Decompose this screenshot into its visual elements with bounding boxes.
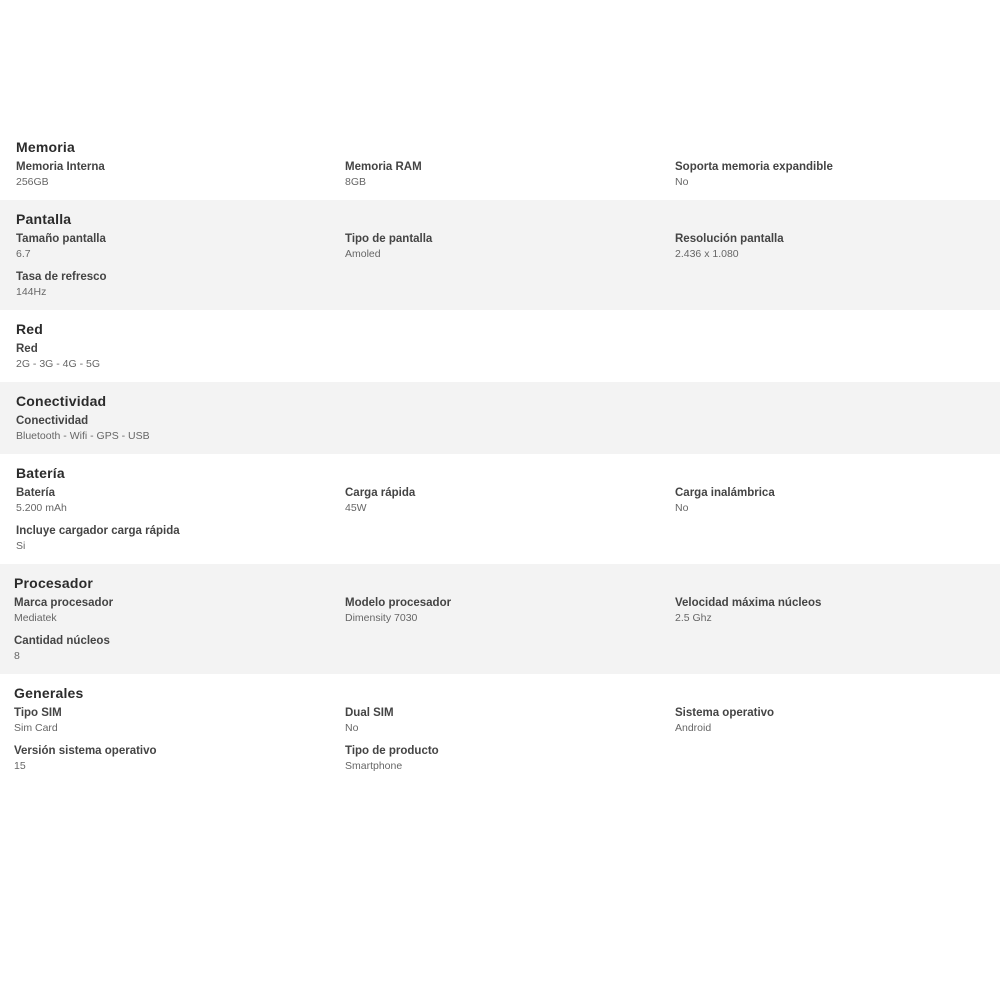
section-red: [0, 310, 1000, 382]
spec-value: 2.436 x 1.080: [675, 248, 739, 260]
spec-grid: [14, 596, 984, 668]
spec-grid: [16, 486, 984, 558]
spec-item: [14, 634, 345, 668]
spec-item: [675, 232, 984, 266]
spec-item: [345, 160, 675, 194]
spec-item: [16, 232, 345, 266]
spec-label: Marca procesador: [14, 597, 114, 609]
spec-item: [14, 596, 345, 630]
spec-label: Memoria RAM: [345, 161, 422, 173]
spec-item: [14, 744, 345, 778]
spec-item: [16, 414, 345, 448]
spec-value: 144Hz: [16, 286, 47, 298]
section-title: Memoria: [16, 139, 75, 155]
spec-item: [345, 596, 675, 630]
spec-value: Dimensity 7030: [345, 612, 418, 624]
spec-grid: [16, 342, 984, 376]
section-memoria: [0, 128, 1000, 200]
spec-label: Carga inalámbrica: [675, 487, 775, 499]
spec-label: Velocidad máxima núcleos: [675, 597, 822, 609]
spec-item: [14, 706, 345, 740]
spec-value: 5.200 mAh: [16, 502, 67, 514]
spec-value: 2G - 3G - 4G - 5G: [16, 358, 101, 370]
spec-label: Versión sistema operativo: [14, 745, 157, 757]
spec-grid: [16, 160, 984, 194]
spec-item: [675, 160, 984, 194]
spec-item: [16, 486, 345, 520]
spec-item: [345, 232, 675, 266]
section-title: Pantalla: [16, 211, 72, 227]
spec-grid: [16, 232, 984, 304]
spec-label: Tipo de pantalla: [345, 233, 433, 245]
section-title: Batería: [16, 465, 65, 481]
spec-label: Incluye cargador carga rápida: [16, 525, 180, 537]
spec-value: 256GB: [16, 176, 49, 188]
spec-value: No: [675, 176, 689, 188]
spec-label: Red: [16, 343, 38, 355]
spec-label: Tamaño pantalla: [16, 233, 106, 245]
spec-label: Tasa de refresco: [16, 271, 107, 283]
spec-label: Conectividad: [16, 415, 89, 427]
spec-value: 8: [14, 650, 20, 662]
spec-value: 15: [14, 760, 26, 772]
section-title: Conectividad: [16, 393, 107, 409]
spec-grid: [16, 414, 984, 448]
section-generales: [0, 674, 1000, 784]
spec-value: 2.5 Ghz: [675, 612, 712, 624]
spec-label: Memoria Interna: [16, 161, 105, 173]
section-conectividad: [0, 382, 1000, 454]
spec-label: Sistema operativo: [675, 707, 775, 719]
section-title: Red: [16, 321, 44, 337]
spec-label: Carga rápida: [345, 487, 416, 499]
section-title: Procesador: [14, 575, 94, 591]
specifications-table: [0, 128, 1000, 784]
spec-item: [16, 342, 345, 376]
spec-item: [345, 744, 675, 778]
spec-value: 6.7: [16, 248, 31, 260]
spec-label: Tipo SIM: [14, 707, 62, 719]
spec-item: [16, 524, 345, 558]
section-title: Generales: [14, 685, 84, 701]
spec-item: [675, 706, 984, 740]
spec-label: Modelo procesador: [345, 597, 452, 609]
spec-grid: [14, 706, 984, 778]
spec-value: 45W: [345, 502, 367, 514]
spec-label: Dual SIM: [345, 707, 394, 719]
spec-label: Cantidad núcleos: [14, 635, 110, 647]
section-bateria: [0, 454, 1000, 564]
spec-value: 8GB: [345, 176, 367, 188]
spec-item: [675, 596, 984, 630]
spec-value: Amoled: [345, 248, 381, 260]
spec-value: Bluetooth - Wifi - GPS - USB: [16, 430, 150, 442]
spec-item: [345, 706, 675, 740]
spec-value: Android: [675, 722, 712, 734]
spec-item: [345, 486, 675, 520]
spec-label: Batería: [16, 487, 55, 499]
spec-value: Mediatek: [14, 612, 57, 624]
spec-label: Resolución pantalla: [675, 233, 784, 245]
section-pantalla: [0, 200, 1000, 310]
spec-value: Sim Card: [14, 722, 58, 734]
spec-value: Si: [16, 540, 26, 552]
spec-value: No: [345, 722, 359, 734]
spec-item: [16, 270, 345, 304]
spec-item: [675, 486, 984, 520]
spec-value: Smartphone: [345, 760, 403, 772]
section-procesador: [0, 564, 1000, 674]
spec-label: Tipo de producto: [345, 745, 439, 757]
spec-item: [16, 160, 345, 194]
spec-label: Soporta memoria expandible: [675, 161, 833, 173]
spec-value: No: [675, 502, 689, 514]
